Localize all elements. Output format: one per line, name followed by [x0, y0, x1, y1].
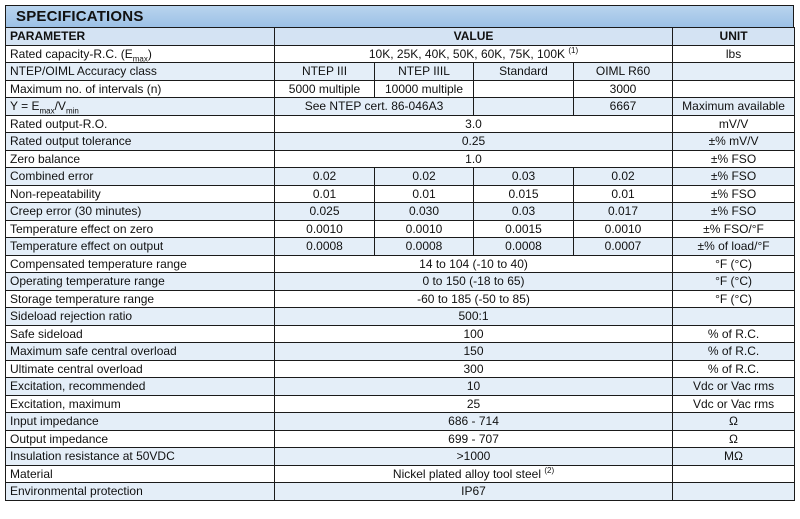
value-cell: NTEP IIIL — [375, 63, 474, 81]
param-label: $Y = E_{max}/V_{min}$ — [6, 98, 275, 116]
header-value: VALUE — [275, 28, 673, 46]
unit-cell: Maximum available — [673, 98, 795, 116]
unit-cell: MΩ — [673, 448, 795, 466]
value-cell: 5000 multiple — [275, 80, 375, 98]
value-cell: 0.017 — [574, 203, 673, 221]
value-cell: 0.01 — [375, 185, 474, 203]
value-cell: 25 — [275, 395, 673, 413]
section-title: SPECIFICATIONS — [5, 5, 794, 27]
unit-cell — [673, 63, 795, 81]
param-label: Storage temperature range — [6, 290, 275, 308]
param-label: Rated output tolerance — [6, 133, 275, 151]
row-excitation-recommended — [6, 378, 795, 396]
unit-cell: Vdc or Vac rms — [673, 395, 795, 413]
value-cell: 0.0015 — [474, 220, 574, 238]
value-cell: 1.0 — [275, 150, 673, 168]
unit-cell: °F (°C) — [673, 290, 795, 308]
value-cell: >1000 — [275, 448, 673, 466]
param-label: Compensated temperature range — [6, 255, 275, 273]
row-accuracy-class — [6, 63, 795, 81]
spec-table — [5, 27, 795, 501]
value-cell — [474, 98, 574, 116]
row-compensated-temp — [6, 255, 795, 273]
row-ultimate-overload — [6, 360, 795, 378]
value-cell — [474, 80, 574, 98]
value-cell: 0.030 — [375, 203, 474, 221]
unit-cell: °F (°C) — [673, 273, 795, 291]
value-cell: Standard — [474, 63, 574, 81]
row-non-repeatability — [6, 185, 795, 203]
value-cell: -60 to 185 (-50 to 85) — [275, 290, 673, 308]
unit-cell: ±% FSO — [673, 150, 795, 168]
value-cell: 0.0007 — [574, 238, 673, 256]
value-cell: 0 to 150 (-18 to 65) — [275, 273, 673, 291]
param-label: Sideload rejection ratio — [6, 308, 275, 326]
param-label: NTEP/OIML Accuracy class — [6, 63, 275, 81]
value-cell: 0.0010 — [375, 220, 474, 238]
value-cell: 0.02 — [275, 168, 375, 186]
param-label: Zero balance — [6, 150, 275, 168]
value-cell: 0.015 — [474, 185, 574, 203]
value-cell: IP67 — [275, 483, 673, 501]
row-operating-temp — [6, 273, 795, 291]
unit-cell — [673, 80, 795, 98]
row-sideload-rejection — [6, 308, 795, 326]
unit-cell: Ω — [673, 430, 795, 448]
unit-cell — [673, 308, 795, 326]
param-label: Maximum no. of intervals (n) — [6, 80, 275, 98]
unit-cell — [673, 483, 795, 501]
row-insulation-resistance — [6, 448, 795, 466]
param-label: Maximum safe central overload — [6, 343, 275, 361]
unit-cell: Ω — [673, 413, 795, 431]
param-label: Input impedance — [6, 413, 275, 431]
unit-cell: % of R.C. — [673, 360, 795, 378]
value-cell: 0.01 — [275, 185, 375, 203]
param-label: Rated output-R.O. — [6, 115, 275, 133]
value-cell: 3.0 — [275, 115, 673, 133]
param-label: Excitation, maximum — [6, 395, 275, 413]
param-label: Creep error (30 minutes) — [6, 203, 275, 221]
unit-cell: ±% FSO — [673, 185, 795, 203]
row-rated-output — [6, 115, 795, 133]
value-cell: 10 — [275, 378, 673, 396]
value-cell: 0.0008 — [375, 238, 474, 256]
value-cell: 0.0010 — [275, 220, 375, 238]
value-cell: 0.03 — [474, 203, 574, 221]
unit-cell: ±% of load/°F — [673, 238, 795, 256]
row-safe-sideload — [6, 325, 795, 343]
row-output-impedance — [6, 430, 795, 448]
row-creep-error — [6, 203, 795, 221]
param-label: Combined error — [6, 168, 275, 186]
row-zero-balance — [6, 150, 795, 168]
spec-sheet — [5, 5, 794, 501]
param-label: Operating temperature range — [6, 273, 275, 291]
param-label: Insulation resistance at 50VDC — [6, 448, 275, 466]
param-label: Temperature effect on output — [6, 238, 275, 256]
value-cell: 0.0008 — [474, 238, 574, 256]
param-label: Non-repeatability — [6, 185, 275, 203]
unit-cell: °F (°C) — [673, 255, 795, 273]
value-cell: NTEP III — [275, 63, 375, 81]
value-cell: 0.03 — [474, 168, 574, 186]
row-storage-temp — [6, 290, 795, 308]
value-cell: 10000 multiple — [375, 80, 474, 98]
param-label: Rated capacity-R.C. $(E_{max})$ — [6, 45, 275, 63]
row-max-safe-overload — [6, 343, 795, 361]
unit-cell: % of R.C. — [673, 343, 795, 361]
unit-cell — [673, 465, 795, 483]
value-cell: 100 — [275, 325, 673, 343]
unit-cell: Vdc or Vac rms — [673, 378, 795, 396]
value-cell: 300 — [275, 360, 673, 378]
value-cell: 0.0008 — [275, 238, 375, 256]
value-cell: 686 - 714 — [275, 413, 673, 431]
unit-cell: % of R.C. — [673, 325, 795, 343]
value-cell: 0.0010 — [574, 220, 673, 238]
param-label: Material — [6, 465, 275, 483]
value-cell: 14 to 104 (-10 to 40) — [275, 255, 673, 273]
value-cell: 150 — [275, 343, 673, 361]
row-excitation-maximum — [6, 395, 795, 413]
value-cell: 500:1 — [275, 308, 673, 326]
param-label: Temperature effect on zero — [6, 220, 275, 238]
row-input-impedance — [6, 413, 795, 431]
header-row — [6, 28, 795, 46]
row-environmental-protection — [6, 483, 795, 501]
row-max-intervals — [6, 80, 795, 98]
header-parameter: PARAMETER — [6, 28, 275, 46]
value-cell: 3000 — [574, 80, 673, 98]
value-cell: 10K, 25K, 40K, 50K, 60K, 75K, 100K $^{(1)}$ — [275, 45, 673, 63]
value-cell: 699 - 707 — [275, 430, 673, 448]
row-material — [6, 465, 795, 483]
param-label: Excitation, recommended — [6, 378, 275, 396]
row-rated-output-tolerance — [6, 133, 795, 151]
param-label: Output impedance — [6, 430, 275, 448]
value-cell: 0.025 — [275, 203, 375, 221]
value-cell: 0.02 — [375, 168, 474, 186]
value-cell: OIML R60 — [574, 63, 673, 81]
value-cell: 6667 — [574, 98, 673, 116]
param-label: Environmental protection — [6, 483, 275, 501]
row-temp-effect-zero — [6, 220, 795, 238]
param-label: Safe sideload — [6, 325, 275, 343]
unit-cell: ±% FSO/°F — [673, 220, 795, 238]
unit-cell: lbs — [673, 45, 795, 63]
value-cell: 0.25 — [275, 133, 673, 151]
value-cell: See NTEP cert. 86-046A3 — [275, 98, 474, 116]
unit-cell: mV/V — [673, 115, 795, 133]
value-cell: 0.01 — [574, 185, 673, 203]
row-temp-effect-output — [6, 238, 795, 256]
header-unit: UNIT — [673, 28, 795, 46]
param-label: Ultimate central overload — [6, 360, 275, 378]
row-rated-capacity — [6, 45, 795, 63]
row-y-ratio — [6, 98, 795, 116]
value-cell: 0.02 — [574, 168, 673, 186]
unit-cell: ±% mV/V — [673, 133, 795, 151]
unit-cell: ±% FSO — [673, 168, 795, 186]
value-cell: Nickel plated alloy tool steel $^{(2)}$ — [275, 465, 673, 483]
unit-cell: ±% FSO — [673, 203, 795, 221]
row-combined-error — [6, 168, 795, 186]
